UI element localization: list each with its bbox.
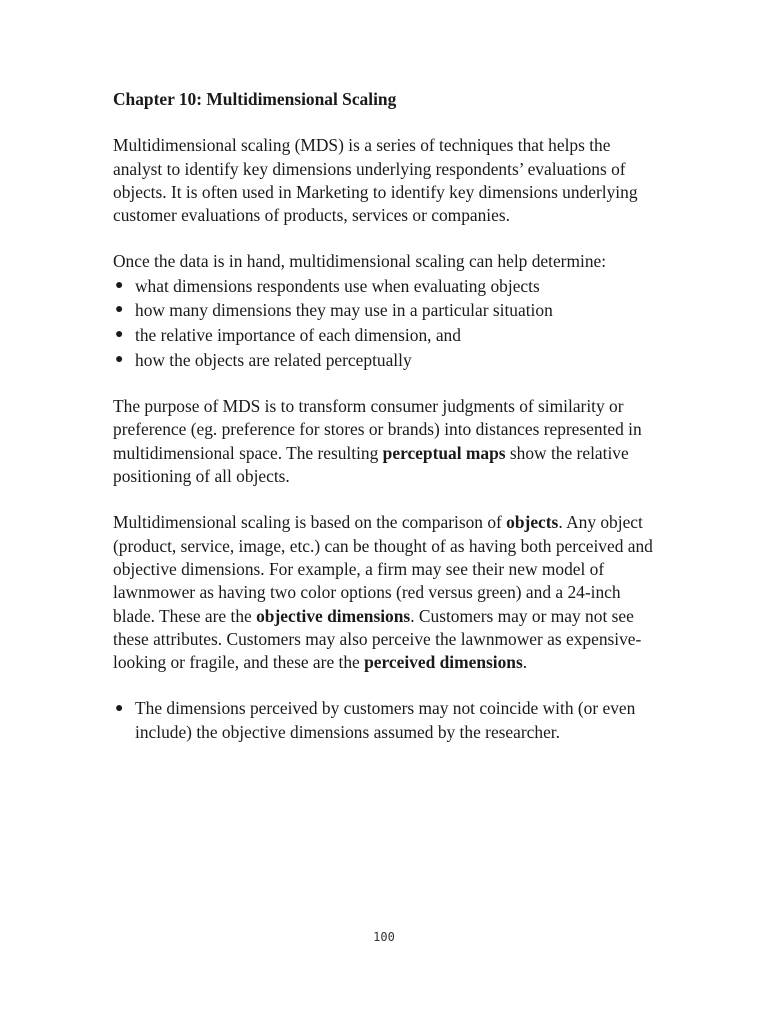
list-item-text: how many dimensions they may use in a particular situation <box>135 300 553 321</box>
purpose-text-end: show the relative positioning of all objects. <box>113 442 629 487</box>
list-item-text: what dimensions respondents use when evaluating objects <box>135 275 540 296</box>
purpose-paragraph <box>113 395 658 488</box>
determine-list <box>113 274 658 372</box>
bullet-icon: ● <box>115 326 124 342</box>
term-objective-dimensions: objective dimensions <box>256 605 411 626</box>
bullet-icon: ● <box>115 701 124 717</box>
document-page <box>113 88 658 767</box>
term-perceptual-maps: perceptual maps <box>382 442 506 463</box>
list-item <box>113 348 658 373</box>
bullet-icon: ● <box>115 302 124 318</box>
chapter-title: Chapter 10: Multidimensional Scaling <box>113 89 397 109</box>
objects-text-d: . <box>522 652 528 673</box>
list-item <box>113 697 658 744</box>
list-item-text: The dimensions perceived by customers may not coincide with (or even include) the objective dimensions assumed by the researcher. <box>135 698 636 742</box>
term-objects: objects <box>506 512 559 533</box>
list-item-text: the relative importance of each dimension, and <box>135 324 461 345</box>
page-number: 100 <box>373 930 395 944</box>
list-item <box>113 323 658 348</box>
objects-text-c: . Customers may or may not see these attributes. Customers may also perceive the lawnmower as expensive-looking or fragile, and these are the <box>113 605 642 673</box>
list-item <box>113 298 658 323</box>
determine-intro: Once the data is in hand, multidimensional scaling can help determine: <box>113 251 607 272</box>
bullet-icon: ● <box>115 277 124 293</box>
bullet-icon: ● <box>115 351 124 367</box>
objects-text-a: Multidimensional scaling is based on the comparison of <box>113 512 507 533</box>
objects-paragraph <box>113 511 658 674</box>
objects-text-b: . Any object (product, service, image, etc.) can be thought of as having both perceived and objective dimensions. For example, a firm may see their new model of lawnmower as having two color options (red versus green) and a 24-inch blade. These are the <box>113 512 653 626</box>
final-list <box>113 697 658 744</box>
intro-paragraph: Multidimensional scaling (MDS) is a series of techniques that helps the analyst to identify key dimensions underlying respondents’ evaluations of objects. It is often used in Marketing to identify key dimensions underlying customer evaluations of products, services or companies. <box>113 135 638 226</box>
list-item <box>113 274 658 299</box>
term-perceived-dimensions: perceived dimensions <box>364 652 523 673</box>
list-item-text: how the objects are related perceptually <box>135 349 412 370</box>
purpose-text: The purpose of MDS is to transform consumer judgments of similarity or preference (eg. preference for stores or brands) into distances represented in multidimensional space. The resulting <box>113 396 642 463</box>
